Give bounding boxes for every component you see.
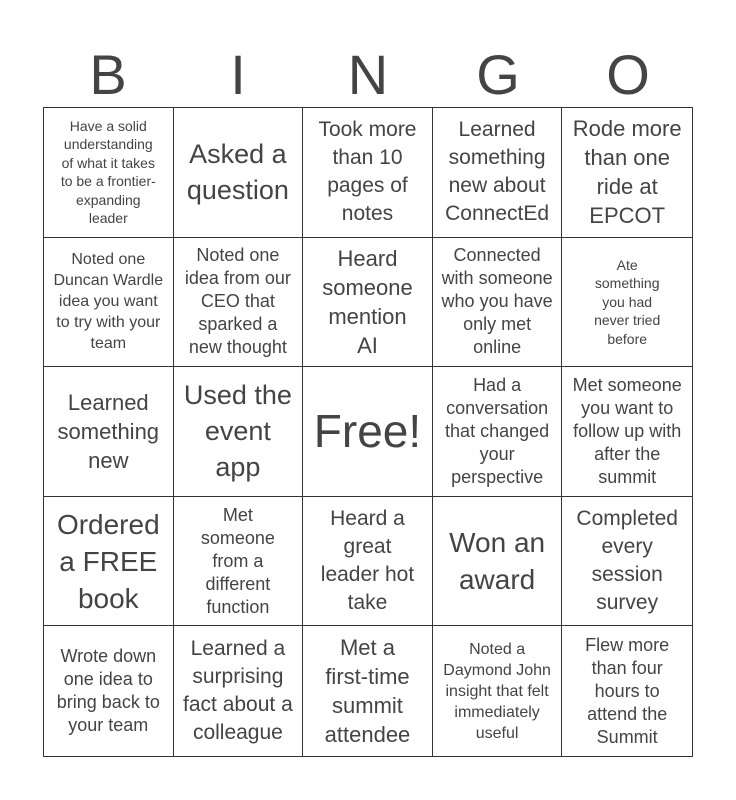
cell-text: Met someone from a different function	[200, 504, 275, 617]
bingo-cell-i5[interactable]	[174, 626, 304, 756]
bingo-cell-b5[interactable]	[44, 626, 174, 756]
cell-text: Heard a great leader hot take	[320, 507, 415, 615]
cell-text: Had a conversation that changed your perspective	[445, 374, 550, 487]
cell-text: Learned something new	[57, 389, 160, 473]
cell-text: Have a solid understanding of what it takes to be a frontier-expanding leader	[60, 117, 156, 227]
cell-text: Asked a question	[186, 139, 289, 206]
bingo-cell-g3[interactable]	[433, 367, 563, 497]
bingo-cell-n2[interactable]	[303, 238, 433, 368]
bingo-cell-o3[interactable]	[562, 367, 692, 497]
bingo-cell-i1[interactable]	[174, 108, 304, 238]
bingo-cell-g4[interactable]	[433, 497, 563, 627]
header-letter-g: G	[476, 43, 520, 106]
cell-text: Connected with someone who you have only met online	[441, 245, 553, 358]
bingo-cell-n5[interactable]	[303, 626, 433, 756]
cell-text: Used the event app	[183, 380, 292, 483]
bingo-cell-b2[interactable]	[44, 238, 174, 368]
cell-text: Noted a Daymond John insight that felt immediately useful	[443, 640, 551, 742]
bingo-header	[43, 44, 693, 106]
header-letter-n: N	[347, 43, 389, 106]
header-letter-b: B	[89, 43, 127, 106]
bingo-cell-b3[interactable]	[44, 367, 174, 497]
cell-text: Learned something new about ConnectEd	[445, 118, 550, 226]
cell-text: Ate something you had never tried before	[594, 256, 661, 347]
header-letter-i: I	[230, 43, 246, 106]
bingo-cell-o4[interactable]	[562, 497, 692, 627]
cell-text: Ordered a FREE book	[56, 508, 160, 614]
bingo-cell-i2[interactable]	[174, 238, 304, 368]
cell-text: Noted one Duncan Wardle idea you want to try with your team	[53, 251, 164, 353]
cell-text: Won an award	[449, 527, 546, 596]
cell-text: Met someone you want to follow up with after the summit	[572, 374, 682, 487]
free-space-text: Free!	[313, 405, 422, 458]
cell-text: Flew more than four hours to attend the Summit	[585, 634, 670, 747]
bingo-cell-i4[interactable]	[174, 497, 304, 627]
bingo-cell-g2[interactable]	[433, 238, 563, 368]
bingo-cell-i3[interactable]	[174, 367, 304, 497]
cell-text: Took more than 10 pages of notes	[318, 118, 417, 226]
bingo-cell-n4[interactable]	[303, 497, 433, 627]
bingo-cell-n3[interactable]	[303, 367, 433, 497]
bingo-cell-g1[interactable]	[433, 108, 563, 238]
cell-text: Heard someone mention AI	[322, 245, 413, 358]
bingo-cell-b1[interactable]	[44, 108, 174, 238]
bingo-cell-b4[interactable]	[44, 497, 174, 627]
cell-text: Learned a surprising fact about a colleague	[183, 637, 293, 745]
cell-text: Noted one idea from our CEO that sparked a new thought	[184, 245, 291, 358]
bingo-cell-o1[interactable]	[562, 108, 692, 238]
cell-text: Rode more than one ride at EPCOT	[572, 116, 682, 229]
bingo-cell-g5[interactable]	[433, 626, 563, 756]
header-letter-o: O	[606, 43, 650, 106]
bingo-board	[43, 107, 693, 757]
cell-text: Met a first-time summit attendee	[324, 635, 411, 748]
bingo-cell-n1[interactable]	[303, 108, 433, 238]
bingo-cell-o5[interactable]	[562, 626, 692, 756]
cell-text: Wrote down one idea to bring back to your team	[56, 646, 160, 736]
bingo-cell-o2[interactable]	[562, 238, 692, 368]
cell-text: Completed every session survey	[576, 507, 678, 615]
